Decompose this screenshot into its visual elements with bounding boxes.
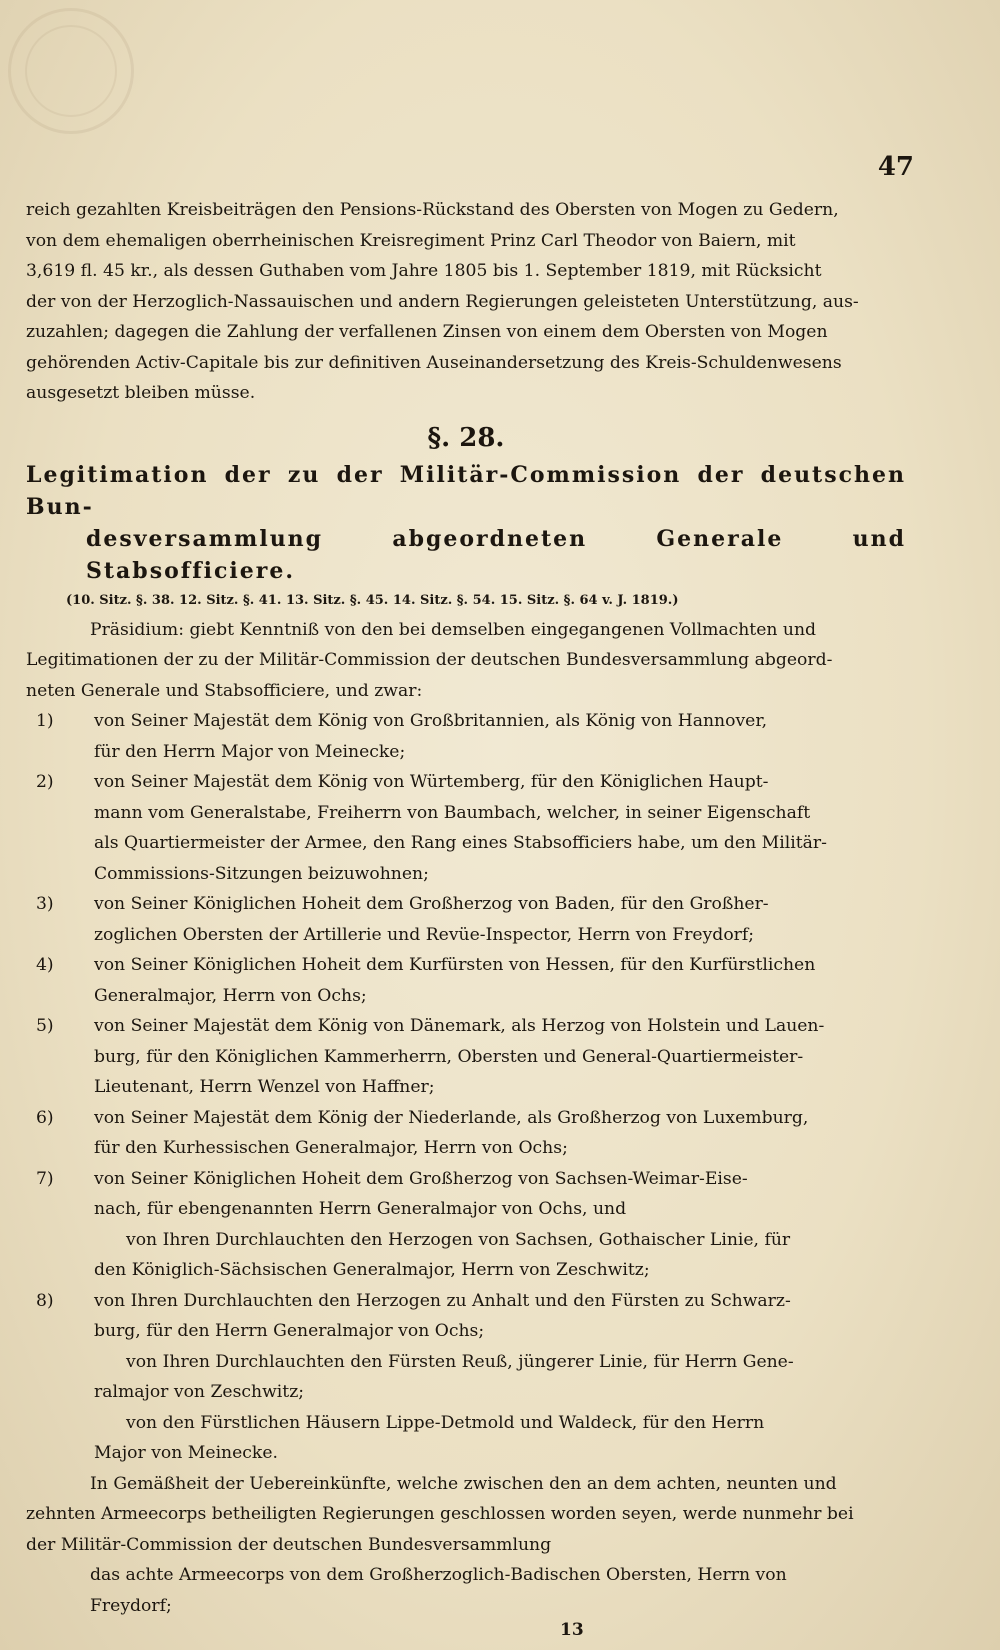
list-item [26, 1164, 906, 1286]
list-number: 8) [36, 1290, 54, 1311]
list-number: 1) [36, 711, 54, 731]
presidium-line: neten Generale und Stabsofficiere, und zwar: [26, 680, 423, 701]
list-subline: ralmajor von Zeschwitz; [94, 1382, 305, 1402]
list-item [26, 1286, 906, 1469]
list-line: zoglichen Obersten der Artillerie und Revüe-Inspector, Herrn von Freydorf; [94, 924, 755, 945]
list-number: 3) [36, 894, 54, 914]
list-number: 6) [36, 1107, 54, 1128]
list-subline: von Ihren Durchlauchten den Herzogen von Sachsen, Gothaischer Linie, für [126, 1229, 791, 1250]
page-body [26, 195, 906, 1621]
list-line: mann vom Generalstabe, Freiherrn von Baumbach, welcher, in seiner Eigenschaft [94, 802, 811, 823]
section-title: Legitimation der zu der Militär-Commission der deutschen Bun- [26, 461, 906, 520]
list-line: von Seiner Königlichen Hoheit dem Großherzog von Baden, für den Großher- [94, 894, 769, 914]
list-item [26, 889, 906, 950]
list-line: burg, für den Herrn Generalmajor von Ochs; [94, 1321, 485, 1341]
intro-line: ausgesetzt bleiben müsse. [26, 383, 256, 403]
intro-line: von dem ehemaligen oberrheinischen Kreisregiment Prinz Carl Theodor von Baiern, mit [26, 230, 796, 251]
list-line: als Quartiermeister der Armee, den Rang eines Stabsofficiers habe, um den Militär- [94, 833, 827, 853]
closing-paragraph [26, 1469, 906, 1561]
intro-paragraph [26, 195, 906, 409]
list-number: 2) [36, 772, 54, 792]
intro-line: der von der Herzoglich-Nassauischen und andern Regierungen geleisteten Unterstützung, aus- [26, 291, 859, 312]
list-line: für den Kurhessischen Generalmajor, Herrn von Ochs; [94, 1138, 568, 1158]
list-item [26, 950, 906, 1011]
list-line: von Seiner Königlichen Hoheit dem Großherzog von Sachsen-Weimar-Eise- [94, 1168, 748, 1189]
final-line: das achte Armeecorps von dem Großherzoglich-Badischen Obersten, Herrn von [90, 1565, 787, 1585]
presidium-line: Legitimationen der zu der Militär-Commission der deutschen Bundesversammlung abgeord- [26, 650, 833, 670]
list-line: von Seiner Majestät dem König der Niederlande, als Großherzog von Luxemburg, [94, 1107, 809, 1128]
intro-line: reich gezahlten Kreisbeiträgen den Pensions-Rückstand des Obersten von Mogen zu Gedern, [26, 200, 839, 220]
list-subline: Major von Meinecke. [94, 1443, 278, 1463]
intro-line: gehörenden Activ-Capitale bis zur definitiven Auseinandersetzung des Kreis-Schuldenwesens [26, 352, 842, 373]
list-number: 5) [36, 1016, 54, 1036]
final-line: Freydorf; [90, 1595, 172, 1616]
session-references: (10. Sitz. §. 38. 12. Sitz. §. 41. 13. Sitz. §. 45. 14. Sitz. §. 54. 15. Sitz. §. 64 v. J. 1819.) [66, 592, 679, 608]
list-line: von Seiner Majestät dem König von Würtemberg, für den Königlichen Haupt- [94, 772, 769, 792]
list-number: 7) [36, 1168, 54, 1189]
presidium-paragraph [26, 615, 906, 707]
list-item [26, 767, 906, 889]
list-subline: von den Fürstlichen Häusern Lippe-Detmold und Waldeck, für den Herrn [126, 1412, 765, 1433]
list-subline: von Ihren Durchlauchten den Fürsten Reuß, jüngerer Linie, für Herrn Gene- [126, 1351, 794, 1372]
list-line: von Seiner Majestät dem König von Großbritannien, als König von Hannover, [94, 711, 768, 731]
list-item [26, 1011, 906, 1103]
intro-line: 3,619 fl. 45 kr., als dessen Guthaben vom Jahre 1805 bis 1. September 1819, mit Rücksicht [26, 261, 822, 281]
list-line: von Seiner Königlichen Hoheit dem Kurfürsten von Hessen, für den Kurfürstlichen [94, 955, 816, 975]
list-line: Commissions-Sitzungen beizuwohnen; [94, 863, 429, 884]
page-number: 47 [877, 152, 914, 182]
intro-line: zuzahlen; dagegen die Zahlung der verfallenen Zinsen von einem dem Obersten von Mogen [26, 322, 828, 342]
closing-line: zehnten Armeecorps betheiligten Regierungen geschlossen worden seyen, werde nunmehr bei [26, 1504, 854, 1524]
list-line: Lieutenant, Herrn Wenzel von Haffner; [94, 1077, 435, 1097]
list-item [26, 706, 906, 767]
section-title: desversammlung abgeordneten Generale und Stabsofficiere. [86, 525, 906, 584]
list-subline: den Königlich-Sächsischen Generalmajor, Herrn von Zeschwitz; [94, 1260, 650, 1280]
list-line: Generalmajor, Herrn von Ochs; [94, 985, 367, 1006]
list-item [26, 1103, 906, 1164]
list-line: von Ihren Durchlauchten den Herzogen zu Anhalt und den Fürsten zu Schwarz- [94, 1290, 791, 1311]
list-line: burg, für den Königlichen Kammerherrn, Obersten und General-Quartiermeister- [94, 1046, 804, 1067]
library-stamp [8, 8, 134, 134]
final-paragraph [26, 1560, 906, 1621]
list-line: nach, für ebengenannten Herrn Generalmajor von Ochs, und [94, 1199, 627, 1219]
closing-line: In Gemäßheit der Uebereinkünfte, welche zwischen den an dem achten, neunten und [90, 1473, 837, 1494]
closing-line: der Militär-Commission der deutschen Bundesversammlung [26, 1534, 552, 1555]
list-number: 4) [36, 955, 54, 975]
section-number: §. 28. [427, 422, 505, 453]
list-line: von Seiner Majestät dem König von Dänemark, als Herzog von Holstein und Lauen- [94, 1016, 825, 1036]
presidium-line: Präsidium: giebt Kenntniß von den bei demselben eingegangenen Vollmachten und [90, 619, 817, 640]
signature-mark: 13 [560, 1620, 584, 1640]
list-line: für den Herrn Major von Meinecke; [94, 741, 406, 762]
